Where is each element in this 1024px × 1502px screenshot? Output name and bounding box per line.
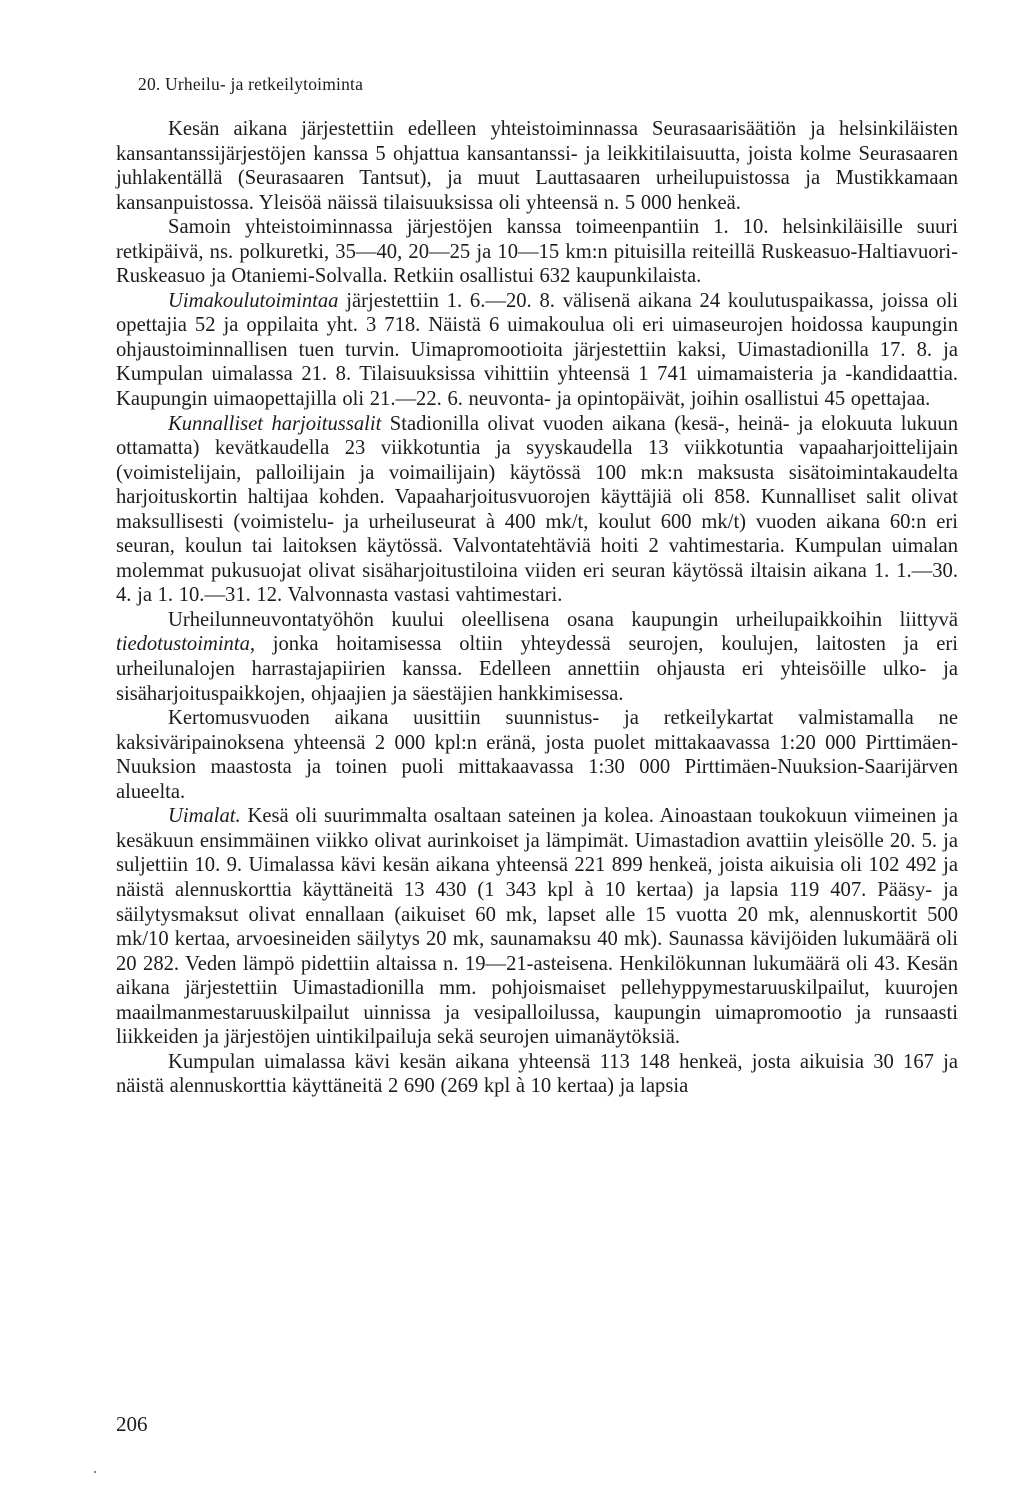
paragraph-text: Kesän aikana järjestettiin edelleen yhteistoiminnassa Seurasaarisäätiön ja helsinkiläisten kansantanssijärjestöjen kanssa 5 ohjattua kansantanssi- ja leikkitilaisuutta, joista kolme Seurasaaren juhlakentällä (Seurasaaren Tantsut), ja muut Lauttasaaren urheilupuistossa ja Mustikkamaan kansanpuistossa. Yleisöä näissä tilaisuuksissa oli yhteensä n. 5 000 henkeä. — [116, 118, 958, 214]
paragraph-swimming-pools — [116, 804, 958, 1049]
paragraph-text: Samoin yhteistoiminnassa järjestöjen kanssa toimeenpantiin 1. 10. helsinkiläisille suuri retkipäivä, ns. polkuretki, 35—40, 20—25 ja 10—15 km:n pituisilla reiteillä Ruskeasuo-Haltiavuori-Ruskeasuo ja Otaniemi-Solvalla. Retkiin osallistui 632 kaupunkilaista. — [116, 216, 958, 288]
paragraph-information — [116, 608, 958, 706]
paragraph-hiking-day — [116, 215, 958, 289]
paragraph-text: Urheilunneuvontatyöhön kuului oleellisena osana kaupungin urheilupaikkoihin liittyvä — [168, 608, 958, 631]
paragraph-text: Stadionilla olivat vuoden aikana (kesä-, heinä- ja elokuuta lukuun ottamatta) kevätkaudella 23 viikkotuntia ja syyskaudella 13 viikkotuntia vapaaharjoittelijain (voimistelijain, palloilijain ja voimailijain) käytössä 100 mk:n maksusta sisätoimintakaudelta harjoituskortin haltijaa kohden. Vapaaharjoitusvuorojen käyttäjiä oli 858. Kunnalliset salit olivat maksullisesti (voimistelu- ja urheiluseurat à 400 mk/t, koulut 600 mk/t) vuoden aikana 60:n eri seuran, koulun tai laitoksen käytössä. Valvontatehtäviä hoiti 2 vahtimestaria. Kumpulan uimalan molemmat pukusuojat olivat sisäharjoitustiloina viiden eri seuran käytössä iltaisin aikana 1. 1.—30. 4. ja 1. 10.—31. 12. Valvonnasta vastasi vahtimestari. — [116, 412, 958, 607]
paragraph-text: jonka hoitamisessa oltiin yhteydessä seurojen, koulujen, laitosten ja eri urheilunalojen harrastajapiirien kanssa. Edelleen annettiin ohjausta eri yhteisöille ulko- ja sisäharjoituspaikkojen, ohjaajien ja säestäjien hankkimisessa. — [116, 633, 958, 705]
paragraph-kumpula — [116, 1050, 958, 1099]
paragraph-text: Kertomusvuoden aikana uusittiin suunnistus- ja retkeilykartat valmistamalla ne kaksiväripainoksena yhteensä 2 000 kpl:n eränä, josta puolet mittakaavassa 1:20 000 Pirttimäen-Nuuksion maastosta ja toinen puoli mittakaavassa 1:30 000 Pirttimäen-Nuuksion-Saarijärven alueelta. — [116, 707, 958, 803]
paragraph-lead: Kunnalliset harjoitussalit — [168, 412, 382, 435]
paragraph-folk-dance — [116, 117, 958, 215]
running-head: 20. Urheilu- ja retkeilytoiminta — [138, 74, 364, 94]
scan-speck — [94, 1471, 96, 1473]
page-number: 206 — [116, 1412, 148, 1436]
paragraph-training-halls — [116, 412, 958, 608]
paragraph-text: Kesä oli suurimmalta osaltaan sateinen ja kolea. Ainoastaan toukokuun viimeinen ja kesäkuun ensimmäinen viikko olivat aurinkoiset ja lämpimät. Uimastadion avattiin yleisölle 20. 5. ja suljettiin 10. 9. Uimalassa kävi kesän aikana yhteensä 221 899 henkeä, joista aikuisia oli 102 492 ja näistä alennuskorttia käyttäneitä 13 430 (1 343 kpl à 10 kertaa) ja lapsia 119 407. Pääsy- ja säilytysmaksut olivat ennallaan (aikuiset 60 mk, lapset alle 15 vuotta 20 mk, alennuskortit 500 mk/10 kertaa, arvoesineiden säilytys 20 mk, saunamaksu 40 mk). Saunassa kävijöiden lukumäärä oli 20 282. Veden lämpö pidettiin altaissa n. 19—21-asteisena. Henkilökunnan lukumäärä oli 43. Kesän aikana järjestettiin Uimastadionilla mm. pohjoismaiset pellehyppymestaruuskilpailut, kuurojen maailmanmestaruuskilpailut uinnissa ja vesipalloilussa, kaupungin uimapromootio ja runsaasti liikkeiden ja järjestöjen uintikilpailuja sekä seurojen uimanäytöksiä. — [116, 805, 958, 1049]
paragraph-lead: Uimakoulutoimintaa — [168, 289, 339, 312]
paragraph-swimming-school — [116, 289, 958, 412]
paragraph-maps — [116, 706, 958, 804]
body-text — [116, 117, 958, 1099]
paragraph-lead: tiedotustoiminta, — [116, 633, 256, 656]
paragraph-text: Kumpulan uimalassa kävi kesän aikana yhteensä 113 148 henkeä, josta aikuisia 30 167 ja näistä alennuskorttia käyttäneitä 2 690 (269 kpl à 10 kertaa) ja lapsia — [116, 1050, 958, 1098]
paragraph-text: järjestettiin 1. 6.—20. 8. välisenä aikana 24 koulutuspaikassa, joissa oli opettajia 52 ja oppilaita yht. 3 718. Näistä 6 uimakoulua oli eri uimaseurojen hoidossa kaupungin ohjaustoiminnallisen tuen turvin. Uimapromootioita järjestettiin kaksi, Uimastadionilla 17. 8. ja Kumpulan uimalassa 21. 8. Tilaisuuksissa vihittiin yhteensä 1 741 uimamaisteria ja -kandidaattia. Kaupungin uimaopettajilla oli 21.—22. 6. neuvonta- ja opintopäivät, joihin osallistui 45 opettajaa. — [116, 289, 958, 411]
paragraph-lead: Uimalat. — [168, 805, 241, 828]
